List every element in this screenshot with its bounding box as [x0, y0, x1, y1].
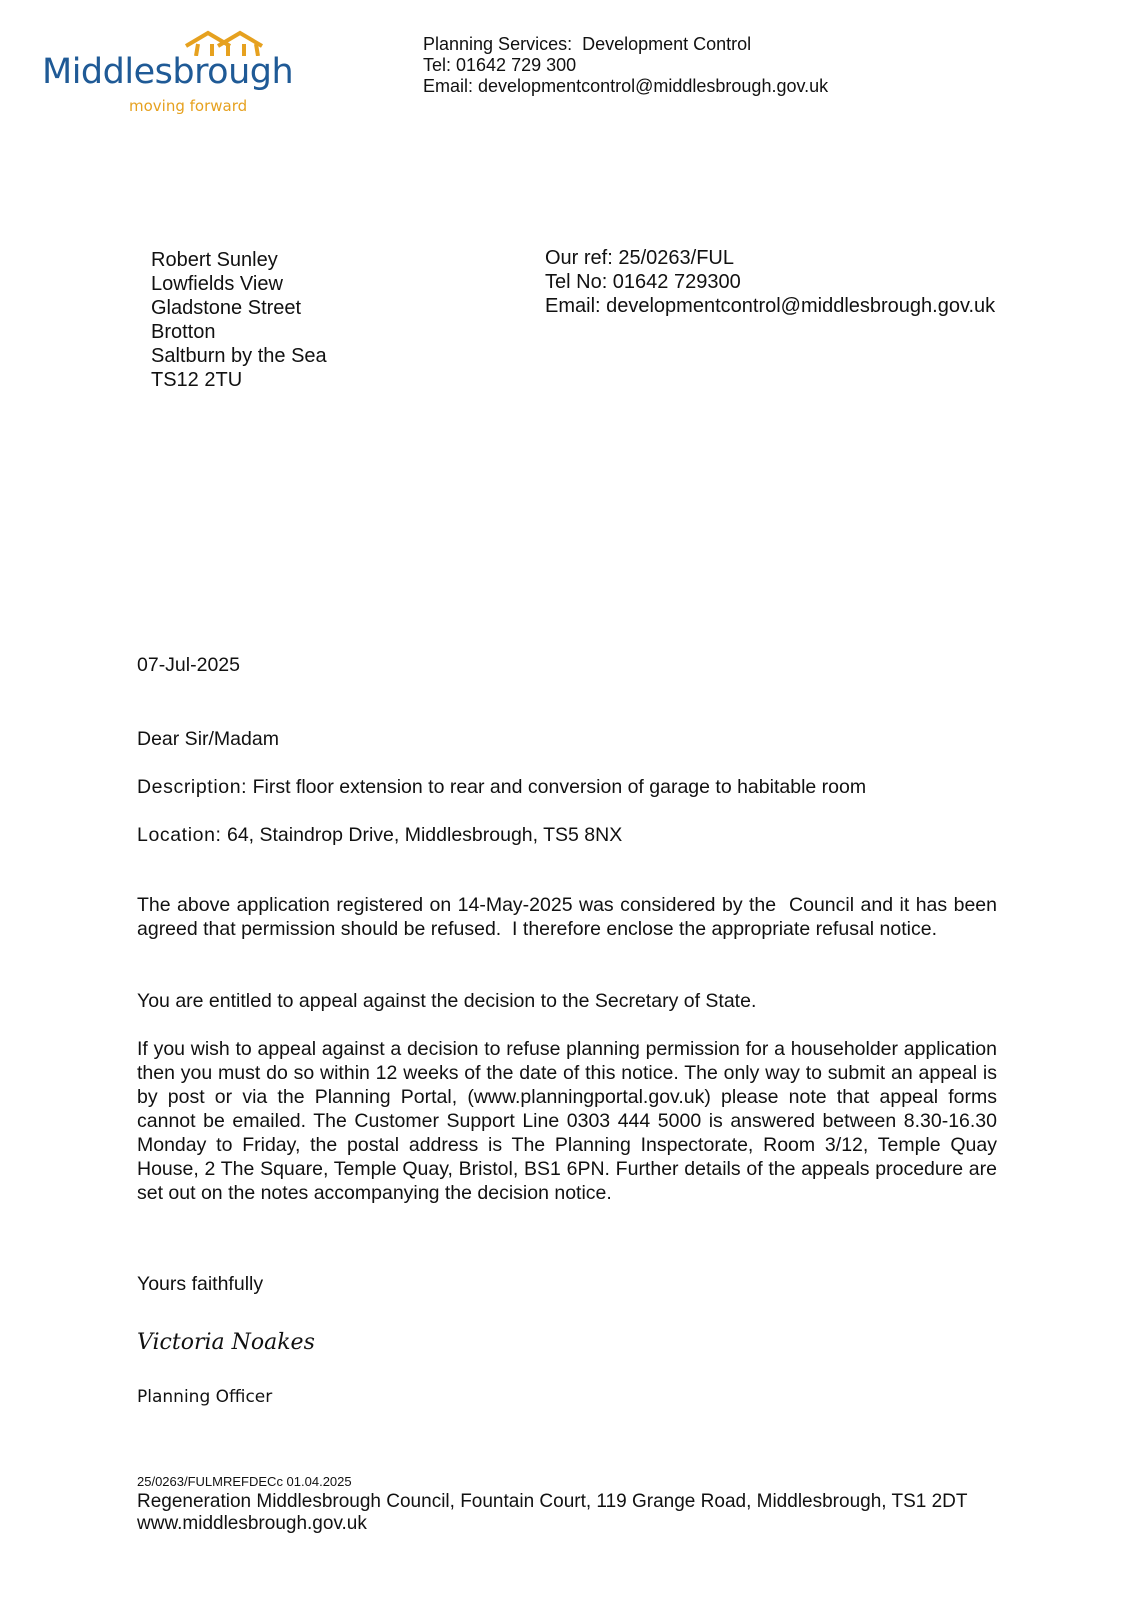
description-label: Description: [137, 776, 248, 798]
department-email: Email: developmentcontrol@middlesbrough.gov.uk [423, 76, 829, 96]
footer [137, 1491, 968, 1535]
address-line: Gladstone Street [151, 297, 302, 319]
address-line: Saltburn by the Sea [151, 345, 327, 367]
location-line [137, 823, 997, 847]
signatory-role: Planning Officer [137, 1387, 273, 1407]
address-line: TS12 2TU [151, 369, 243, 391]
department-name: Planning Services: Development Control [423, 34, 752, 54]
reference-phone: Tel No: 01642 729300 [545, 271, 741, 293]
document-code: 25/0263/FULMREFDECc 01.04.2025 [137, 1474, 352, 1489]
council-logo [40, 30, 300, 120]
description-value: First floor extension to rear and conversion of garage to habitable room [252, 776, 867, 798]
location-label: Location: [137, 824, 222, 846]
description-line [137, 775, 997, 799]
address-line: Brotton [151, 321, 216, 343]
address-line: Robert Sunley [151, 249, 278, 271]
address-line: Lowfields View [151, 273, 283, 295]
letter-date: 07-Jul-2025 [137, 654, 240, 676]
logo-wordmark: Middlesbrough [42, 52, 294, 92]
logo-tagline: moving forward [129, 97, 248, 115]
council-address: Regeneration Middlesbrough Council, Fountain Court, 119 Grange Road, Middlesbrough, TS1 2DT [137, 1491, 968, 1512]
our-reference: Our ref: 25/0263/FUL [545, 247, 734, 269]
reference-email: Email: developmentcontrol@middlesbrough.gov.uk [545, 295, 996, 317]
council-website[interactable]: www.middlesbrough.gov.uk [137, 1513, 367, 1534]
appeal-procedure-paragraph: If you wish to appeal against a decision to refuse planning permission for a householder application then you must do so within 12 weeks of the date of this notice. The only way to submit an appeal is by post or via the Planning Portal, (www.planningportal.gov.uk) please note that appeal forms cannot be emailed. The Customer Support Line 0303 444 5000 is answered between 8.30-16.30 Monday to Friday, the postal address is The Planning Inspectorate, Room 3/12, Temple Quay House, 2 The Square, Temple Quay, Bristol, BS1 6PN. Further details of the appeals procedure are set out on the notes accompanying the decision notice. [137, 1038, 997, 1204]
location-value: 64, Staindrop Drive, Middlesbrough, TS5 8NX [226, 824, 623, 846]
signature: Victoria Noakes [137, 1330, 315, 1355]
appeal-entitlement-paragraph: You are entitled to appeal against the decision to the Secretary of State. [137, 990, 757, 1012]
reference-block [545, 246, 995, 318]
salutation: Dear Sir/Madam [137, 728, 279, 750]
decision-paragraph: The above application registered on 14-May-2025 was considered by the Council and it has been agreed that permission should be refused. I therefore enclose the appropriate refusal notice. [137, 894, 1003, 940]
department-phone: Tel: 01642 729 300 [423, 55, 577, 75]
department-header [423, 34, 828, 97]
closing: Yours faithfully [137, 1273, 264, 1295]
recipient-address [151, 248, 327, 392]
